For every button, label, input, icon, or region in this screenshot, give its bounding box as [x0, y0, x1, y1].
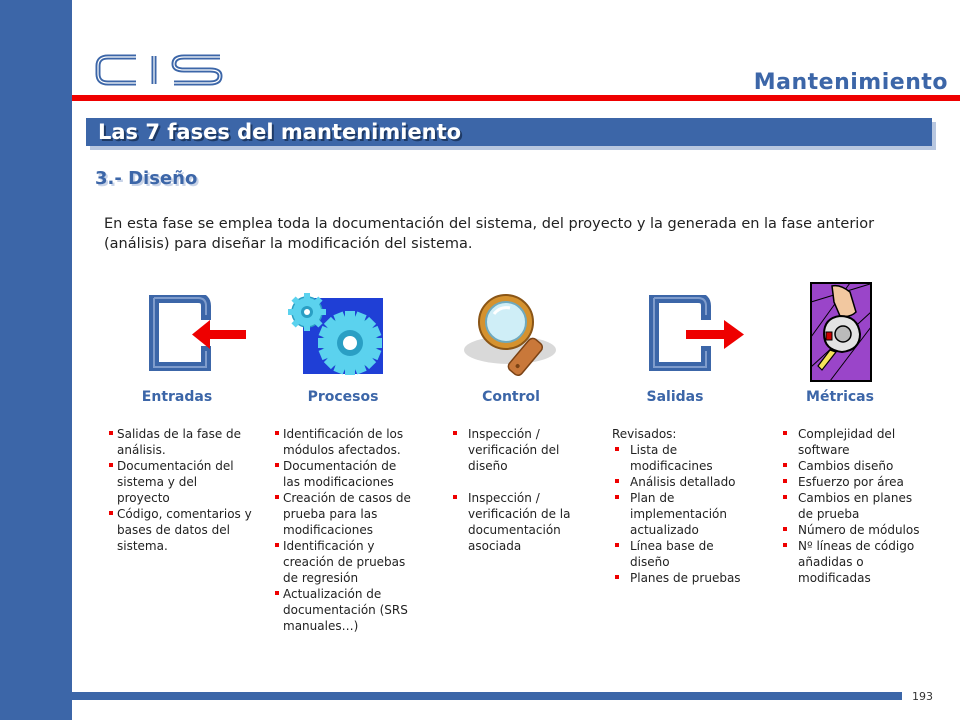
heading-metricas: Métricas — [806, 389, 874, 405]
list-item: Análisis detallado — [612, 474, 754, 490]
section-title: Mantenimiento — [753, 70, 948, 95]
list-control — [450, 426, 590, 554]
heading-salidas: Salidas — [646, 389, 704, 405]
list-item: Planes de pruebas — [612, 570, 754, 586]
list-item: Identificación de los módulos afectados. — [274, 426, 412, 458]
list-procesos — [274, 426, 412, 634]
list-item: Identificación y creación de pruebas de regresión — [274, 538, 412, 586]
list-item: Actualización de documentación (SRS manuales…) — [274, 586, 412, 634]
list-item: Esfuerzo por área — [780, 474, 930, 490]
intro-paragraph: En esta fase se emplea toda la documentación del sistema, del proyecto y la generada en la fase anterior (análisis) para diseñar la modificación del sistema. — [104, 216, 875, 252]
list-item: Salidas de la fase de análisis. — [108, 426, 253, 458]
list-item: Código, comentarios y bases de datos del sistema. — [108, 506, 253, 554]
list-item: Nº líneas de código añadidas o modificadas — [780, 538, 930, 586]
page-number: 193 — [912, 690, 933, 703]
document-input-icon — [148, 295, 248, 371]
magnifier-icon — [462, 290, 572, 382]
heading-entradas: Entradas — [141, 389, 213, 405]
list-item: Plan de implementación actualizado — [612, 490, 754, 538]
list-item: Número de módulos — [780, 522, 930, 538]
list-lead-text: Revisados: — [612, 427, 677, 441]
cis-logo — [94, 52, 224, 88]
list-entradas — [108, 426, 253, 554]
list-item: Complejidad del software — [780, 426, 930, 458]
gears-icon — [287, 290, 387, 376]
phase-subtitle: 3.- Diseño — [95, 168, 198, 189]
list-item: Documentación del sistema y del proyecto — [108, 458, 253, 506]
list-item: Creación de casos de prueba para las modificaciones — [274, 490, 412, 538]
document-output-icon — [648, 295, 748, 371]
list-item: Inspección / verificación de la documentación asociada — [450, 490, 590, 554]
left-accent-bar — [0, 0, 72, 720]
heading-procesos: Procesos — [307, 389, 379, 405]
list-item: Cambios diseño — [780, 458, 930, 474]
list-item: Línea base de diseño — [612, 538, 754, 570]
slide-title-banner: Las 7 fases del mantenimiento — [86, 118, 932, 146]
list-item: Cambios en planes de prueba — [780, 490, 930, 522]
list-item: Lista de modificacines — [612, 442, 754, 474]
list-metricas — [780, 426, 930, 586]
list-item: Documentación de las modificaciones — [274, 458, 412, 490]
footer-bar — [72, 692, 902, 700]
list-salidas — [612, 426, 754, 586]
heading-control: Control — [482, 389, 540, 405]
list-item: Inspección / verificación del diseño — [450, 426, 590, 474]
tape-measure-icon — [810, 282, 872, 382]
header-divider — [72, 95, 960, 101]
